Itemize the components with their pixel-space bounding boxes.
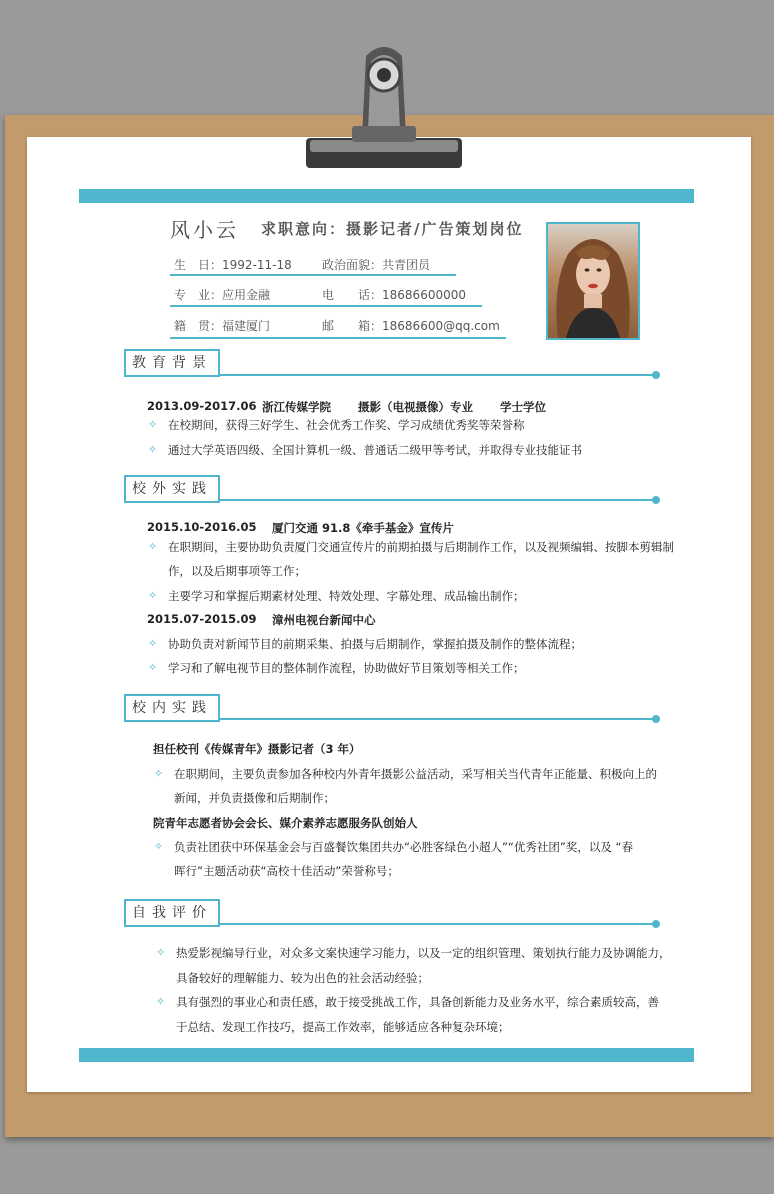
bullet-icon: ✧	[148, 637, 158, 650]
role-bullet: 负责社团获中环保基金会与百盛餐饮集团共办“必胜客绿色小超人”“优秀社团”奖，以及 “春	[174, 840, 633, 854]
edu-major: 摄影（电视摄像）专业	[358, 400, 473, 414]
edu-bullet: 在校期间，获得三好学生、社会优秀工作奖、学习成绩优秀奖等荣誉称	[168, 418, 525, 432]
eval-bullet: 具有强烈的事业心和责任感，敢于接受挑战工作，具备创新能力及业务水平，综合素质较高，善	[176, 995, 659, 1009]
section-divider	[218, 499, 656, 501]
section-dot	[652, 371, 660, 379]
profile-photo	[546, 222, 640, 340]
bullet-icon: ✧	[148, 540, 158, 553]
edu-bullet: 通过大学英语四级、全国计算机一级、普通话二级甲等考试，并取得专业技能证书	[168, 443, 582, 457]
role-bullet: 在职期间，主要负责参加各种校内外青年摄影公益活动，采写相关当代青年正能量、积极向上的	[174, 767, 657, 781]
job-bullet: 在职期间，主要协助负责厦门交通宣传片的前期拍摄与后期制作工作，以及视频编辑、按脚本剪辑制	[168, 540, 674, 554]
eval-bullet: 热爱影视编导行业，对众多文案快速学习能力，以及一定的组织管理、策划执行能力及协调能力，	[176, 946, 671, 960]
edu-date: 2013.09-2017.06	[147, 399, 257, 413]
job-intent: 求职意向：摄影记者/广告策划岗位	[261, 220, 524, 238]
bullet-icon: ✧	[156, 995, 166, 1008]
edu-school: 浙江传媒学院	[262, 400, 331, 414]
bullet-icon: ✧	[154, 840, 164, 853]
bullet-icon: ✧	[148, 443, 158, 456]
top-accent-bar	[79, 189, 694, 203]
section-title-self-eval: 自我评价	[124, 899, 220, 927]
section-title-practice-inside: 校内实践	[124, 694, 220, 722]
job-org: 漳州电视台新闻中心	[272, 613, 376, 627]
role-bullet: 新闻，并负责摄像和后期制作；	[174, 791, 335, 805]
job-bullet: 学习和了解电视节目的整体制作流程，协助做好节目策划等相关工作；	[168, 661, 525, 675]
job-bullet: 主要学习和掌握后期素材处理、特效处理、字幕处理、成品输出制作；	[168, 589, 525, 603]
bullet-icon: ✧	[148, 589, 158, 602]
section-dot	[652, 496, 660, 504]
info-birthday: 生 日：1992-11-18	[174, 258, 292, 272]
role-title: 院青年志愿者协会会长、媒介素养志愿服务队创始人	[153, 816, 418, 830]
role-title: 担任校刊《传媒青年》摄影记者（3 年）	[153, 742, 361, 756]
section-divider	[218, 923, 656, 925]
info-email: 邮 箱：18686600@qq.com	[322, 319, 500, 333]
section-dot	[652, 920, 660, 928]
section-divider	[218, 374, 656, 376]
bullet-icon: ✧	[154, 767, 164, 780]
info-political: 政治面貌：共青团员	[322, 258, 431, 272]
info-hometown: 籍 贯：福建厦门	[174, 319, 271, 333]
role-bullet: 晖行”主题活动获“高校十佳活动”荣誉称号；	[174, 864, 399, 878]
info-underline	[170, 305, 482, 307]
section-divider	[218, 718, 656, 720]
info-major: 专 业：应用金融	[174, 288, 271, 302]
bullet-icon: ✧	[156, 946, 166, 959]
info-underline	[170, 337, 506, 339]
job-bullet: 协助负责对新闻节目的前期采集、拍摄与后期制作，掌握拍摄及制作的整体流程；	[168, 637, 582, 651]
section-title-practice-outside: 校外实践	[124, 475, 220, 503]
job-date: 2015.10-2016.05	[147, 520, 257, 534]
edu-degree: 学士学位	[500, 400, 546, 414]
job-org: 厦门交通 91.8《牵手基金》宣传片	[272, 521, 454, 535]
binder-clip-icon	[292, 30, 476, 178]
info-underline	[170, 274, 456, 276]
eval-bullet: 具备较好的理解能力、较为出色的社会活动经验；	[176, 971, 429, 985]
job-date: 2015.07-2015.09	[147, 612, 257, 626]
section-dot	[652, 715, 660, 723]
job-bullet: 作，以及后期事项等工作；	[168, 564, 306, 578]
eval-bullet: 于总结、发现工作技巧，提高工作效率，能够适应各种复杂环境；	[176, 1020, 510, 1034]
section-title-education: 教育背景	[124, 349, 220, 377]
info-phone: 电 话：18686600000	[322, 288, 466, 302]
candidate-name: 风小云	[170, 218, 239, 242]
bullet-icon: ✧	[148, 418, 158, 431]
bottom-accent-bar	[79, 1048, 694, 1062]
bullet-icon: ✧	[148, 661, 158, 674]
